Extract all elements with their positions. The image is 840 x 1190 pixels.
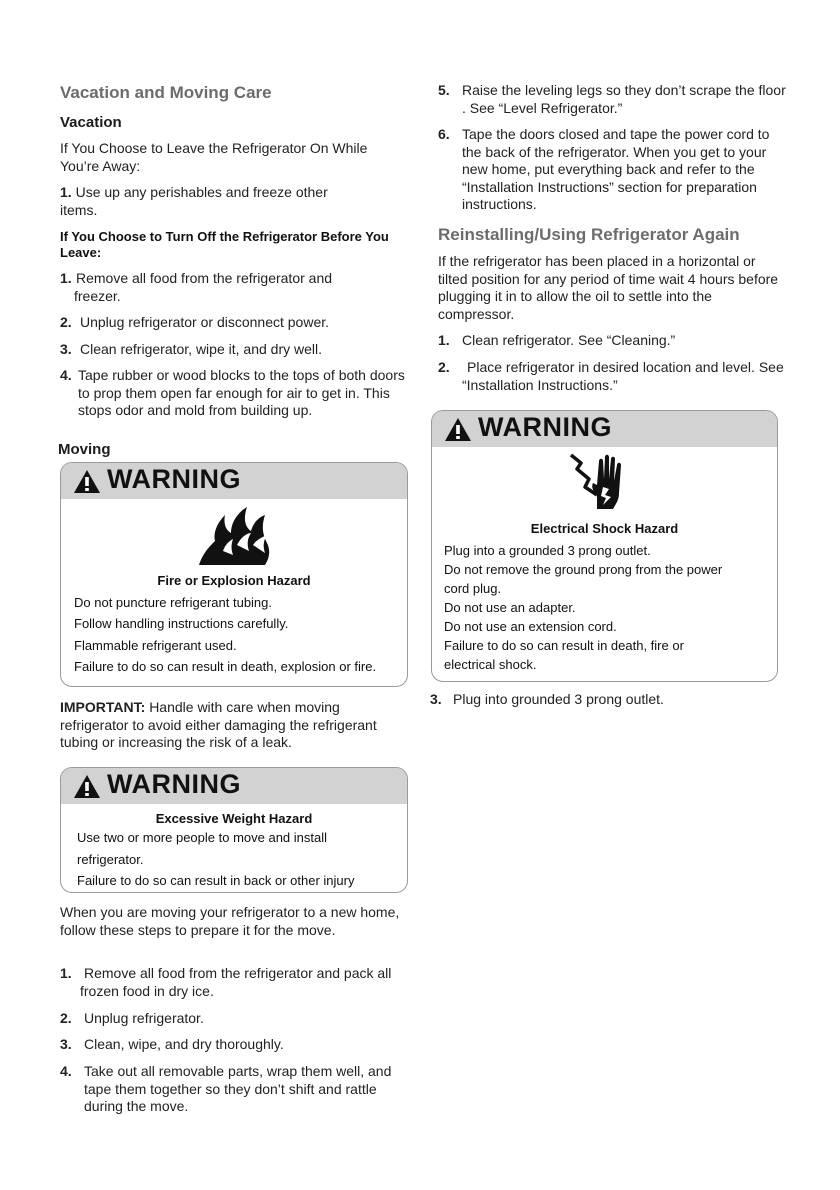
important-label: IMPORTANT: xyxy=(60,699,146,715)
list-item xyxy=(60,341,405,359)
list-number: 3. xyxy=(60,341,72,357)
warning-box-fire xyxy=(60,462,408,687)
warning-line: Follow handling instructions carefully. xyxy=(74,616,289,631)
vacation-heading: Vacation xyxy=(60,114,122,131)
list-text: Unplug refrigerator. xyxy=(84,1010,204,1026)
list-text: Clean refrigerator, wipe it, and dry well. xyxy=(80,341,322,357)
fire-icon xyxy=(193,505,273,567)
list-number: 6. xyxy=(438,126,450,142)
list-number: 1. xyxy=(438,332,450,348)
warning-line: Failure to do so can result in death, explosion or fire. xyxy=(74,659,377,674)
warning-header xyxy=(432,411,777,447)
warning-box-weight xyxy=(60,767,408,893)
leave-on-item xyxy=(60,184,365,219)
list-item xyxy=(60,1036,410,1054)
list-number: 1. xyxy=(60,270,72,286)
warning-line: Flammable refrigerant used. xyxy=(74,638,237,653)
moving-heading: Moving xyxy=(58,441,111,458)
important-note xyxy=(60,699,405,752)
list-number: 4. xyxy=(60,1063,72,1079)
list-number: 2. xyxy=(60,1010,72,1026)
list-text: Remove all food from the refrigerator and pack all frozen food in dry ice. xyxy=(80,965,392,999)
warning-label: WARNING xyxy=(107,769,241,799)
list-number: 3. xyxy=(60,1036,72,1052)
warning-line: cord plug. xyxy=(444,581,502,596)
list-item xyxy=(60,965,410,999)
warning-line: Use two or more people to move and install xyxy=(77,830,328,845)
hazard-title: Fire or Explosion Hazard xyxy=(157,573,311,588)
list-text: Tape rubber or wood blocks to the tops of both doors to prop them open far enough for air to get in. This stops odor and mold from building up. xyxy=(78,367,405,418)
list-item xyxy=(60,1063,410,1114)
warning-line: Do not remove the ground prong from the power xyxy=(444,562,723,577)
warning-line: Do not use an adapter. xyxy=(444,600,576,615)
warning-line: Plug into a grounded 3 prong outlet. xyxy=(444,543,651,558)
warning-line: electrical shock. xyxy=(444,657,537,672)
warning-box-electrical xyxy=(431,410,778,682)
list-text: Plug into grounded 3 prong outlet. xyxy=(453,691,664,707)
list-number: 5. xyxy=(438,82,450,98)
leave-on-intro: If You Choose to Leave the Refrigerator On While You’re Away: xyxy=(60,140,368,174)
list-text: Place refrigerator in desired location and level. See “Installation Instructions.” xyxy=(462,359,784,393)
list-number: 1. xyxy=(60,184,72,200)
warning-line: Do not puncture refrigerant tubing. xyxy=(74,595,273,610)
move-intro: When you are moving your refrigerator to a new home, follow these steps to prepare it for the move. xyxy=(60,904,400,938)
list-number: 3. xyxy=(430,691,442,707)
list-item xyxy=(60,1010,410,1028)
list-item xyxy=(430,691,780,709)
list-number: 1. xyxy=(60,965,72,981)
warning-label: WARNING xyxy=(107,464,241,494)
list-item xyxy=(438,82,788,116)
warning-label: WARNING xyxy=(478,412,612,442)
section-title-reinstall: Reinstalling/Using Refrigerator Again xyxy=(438,225,740,244)
warning-header xyxy=(61,768,407,804)
warning-triangle-icon xyxy=(73,469,101,494)
list-number: 2. xyxy=(60,314,72,330)
electric-shock-hand-icon xyxy=(567,449,629,511)
list-text: Unplug refrigerator or disconnect power. xyxy=(80,314,330,330)
warning-line: refrigerator. xyxy=(77,852,144,867)
important-text: Handle with care when moving refrigerator to avoid either damaging the refrigerant tubing or increasing the risk of a leak. xyxy=(60,699,377,750)
warning-header xyxy=(61,463,407,499)
list-text: Clean refrigerator. See “Cleaning.” xyxy=(462,332,676,348)
list-text: Raise the leveling legs so they don’t scrape the floor . See “Level Refrigerator.” xyxy=(462,82,786,116)
list-item xyxy=(438,126,788,212)
list-item xyxy=(438,332,788,350)
warning-triangle-icon xyxy=(73,774,101,799)
list-number: 2. xyxy=(438,359,450,375)
list-text: Clean, wipe, and dry thoroughly. xyxy=(84,1036,284,1052)
list-item xyxy=(60,270,405,304)
hazard-title: Electrical Shock Hazard xyxy=(530,521,679,536)
reinstall-intro: If the refrigerator has been placed in a horizontal or tilted position for any period of time wait 4 hours before plugging it in to allow the oil to settle into the compressor. xyxy=(438,253,779,322)
list-number: 4. xyxy=(60,367,72,383)
warning-line: Failure to do so can result in back or other injury xyxy=(77,873,355,888)
hazard-title: Excessive Weight Hazard xyxy=(155,811,313,826)
section-title-vacation-moving: Vacation and Moving Care xyxy=(60,83,272,102)
warning-line: Do not use an extension cord. xyxy=(444,619,617,634)
list-text: Use up any perishables and freeze other items. xyxy=(60,184,328,218)
list-text: Tape the doors closed and tape the power cord to the back of the refrigerator. When you get to your new home, put everything back and refer to the “Installation Instructions” section for preparation instructions. xyxy=(462,126,770,212)
list-text: Remove all food from the refrigerator and freezer. xyxy=(74,270,333,304)
list-text: Take out all removable parts, wrap them well, and tape them together so they don’t shift and rattle during the move. xyxy=(84,1063,392,1114)
warning-line: Failure to do so can result in death, fire or xyxy=(444,638,684,653)
list-item xyxy=(438,359,788,393)
list-item xyxy=(60,367,410,418)
warning-triangle-icon xyxy=(444,417,472,442)
turn-off-heading: If You Choose to Turn Off the Refrigerator Before You Leave: xyxy=(60,229,389,260)
list-item xyxy=(60,314,405,332)
